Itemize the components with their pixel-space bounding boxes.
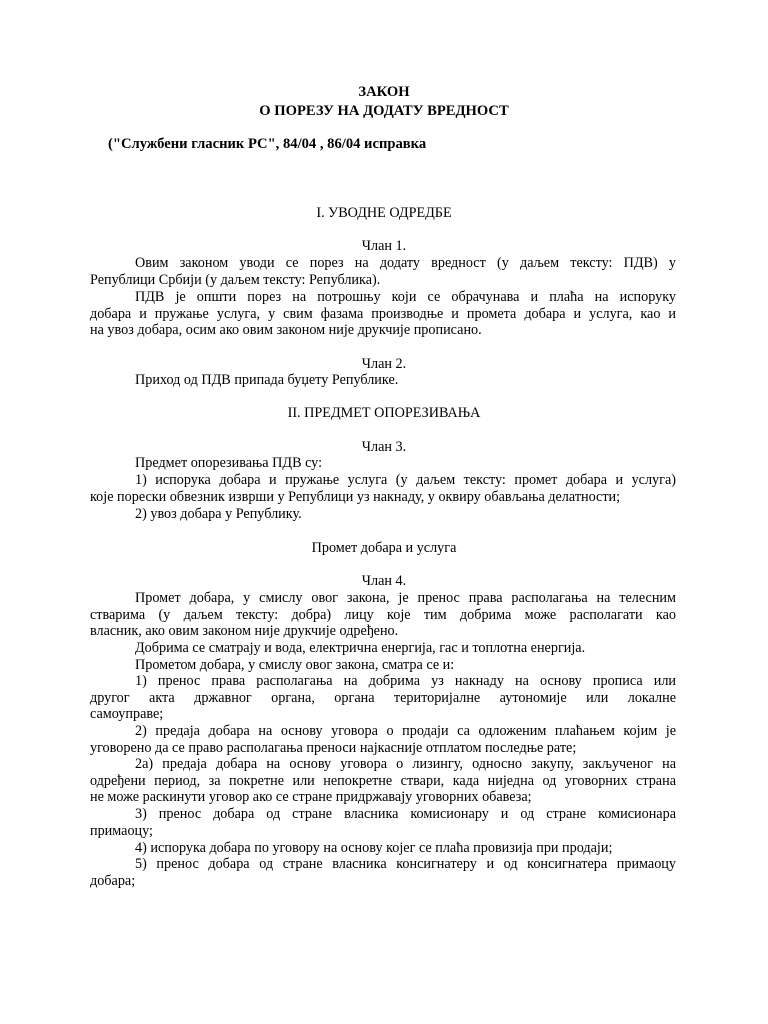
paragraph-line: власник, ако овим законом није друкчије одређено.: [90, 623, 399, 640]
paragraph: [90, 806, 676, 839]
paragraph-line: на увоз добара, осим ако овим законом није друкчије прописано.: [90, 322, 482, 339]
law-subtitle: О ПОРЕЗУ НА ДОДАТУ ВРЕДНОСТ: [259, 103, 509, 119]
paragraph-line: које порески обвезник изврши у Републици уз накнаду, у оквиру обављања делатности;: [90, 488, 621, 505]
paragraph: [90, 372, 676, 389]
paragraph-line: добара;: [90, 872, 136, 889]
paragraph: [90, 657, 676, 674]
subheading: Промет добара и услуга: [311, 540, 457, 556]
paragraph-line: Предмет опорезивања ПДВ су:: [135, 455, 323, 471]
section-heading: II. ПРЕДМЕТ ОПОРЕЗИВАЊА: [287, 405, 481, 421]
paragraph: [90, 840, 676, 857]
paragraph-line: Добрима се сматрају и вода, електрична енергија, гас и топлотна енергија.: [135, 640, 586, 656]
paragraph-line: Промет добара, у смислу овог закона, је пренос права располагања на телесним: [135, 590, 676, 606]
article-label: Члан 2.: [361, 356, 407, 372]
section-heading: I. УВОДНЕ ОДРЕДБЕ: [316, 205, 452, 221]
paragraph: [90, 472, 676, 505]
paragraph: [90, 506, 676, 523]
paragraph-line: добара и пружање услуга, у свим фазама производње и промета добара и услуга, као и: [90, 305, 676, 322]
paragraph-line: 4) испорука добара по уговору на основу којег се плаћа провизија при продаји;: [135, 840, 613, 856]
paragraph: [90, 756, 676, 806]
article-label: Члан 1.: [361, 238, 407, 254]
paragraph-line: 2) предаја добара на основу уговора о продаји са одложеним плаћањем којим је: [135, 723, 676, 739]
paragraph-line: 2а) предаја добара на основу уговора о лизингу, односно закупу, закљученог на: [135, 756, 676, 772]
paragraph-line: Приход од ПДВ припада буџету Републике.: [135, 372, 399, 388]
paragraph: [90, 673, 676, 723]
paragraph-line: ПДВ је општи порез на потрошњу који се обрачунава и плаћа на испоруку: [135, 289, 676, 305]
paragraph: [90, 723, 676, 756]
paragraph: [90, 856, 676, 889]
paragraph-line: Прометом добара, у смислу овог закона, сматра се и:: [135, 657, 455, 673]
paragraph-line: уговорено да се право располагања преноси најкасније отплатом последње рате;: [90, 739, 577, 756]
paragraph: [90, 640, 676, 657]
gazette-reference: ("Службени гласник РС", 84/04 , 86/04 исправка: [108, 136, 427, 152]
paragraph-line: Овим законом уводи се порез на додату вредност (у даљем тексту: ПДВ) у: [135, 255, 676, 271]
paragraph-line: Републици Србији (у даљем тексту: Република).: [90, 271, 381, 288]
paragraph-line: стварима (у даљем тексту: добра) лицу које тим добрима може располагати као: [90, 606, 676, 623]
paragraph: [90, 590, 676, 640]
paragraph-line: 5) пренос добара од стране власника консигнатеру и од консигнатера примаоцу: [135, 856, 676, 872]
paragraph-line: 1) испорука добара и пружање услуга (у даљем тексту: промет добара и услуга): [135, 472, 676, 488]
paragraph-line: 3) пренос добара од стране власника комисионару и од стране комисионара: [135, 806, 676, 822]
law-title: ЗАКОН: [358, 84, 410, 100]
paragraph-line: самоуправе;: [90, 706, 164, 723]
paragraph: [90, 455, 676, 472]
paragraph-line: примаоцу;: [90, 822, 153, 839]
paragraph-line: одређени период, за покретне или непокретне ствари, када ниједна од уговорних страна: [90, 772, 676, 789]
paragraph: [90, 289, 676, 339]
article-label: Члан 3.: [361, 439, 407, 455]
paragraph-line: 1) пренос права располагања на добрима уз накнаду на основу прописа или: [135, 673, 676, 689]
paragraph: [90, 255, 676, 288]
paragraph-line: другог акта државног органа, органа територијалне аутономије или локалне: [90, 689, 676, 706]
paragraph-line: 2) увоз добара у Републику.: [135, 506, 302, 522]
paragraph-line: не може раскинути уговор ако се стране придржавају уговорних обавеза;: [90, 789, 532, 806]
article-label: Члан 4.: [361, 573, 407, 589]
